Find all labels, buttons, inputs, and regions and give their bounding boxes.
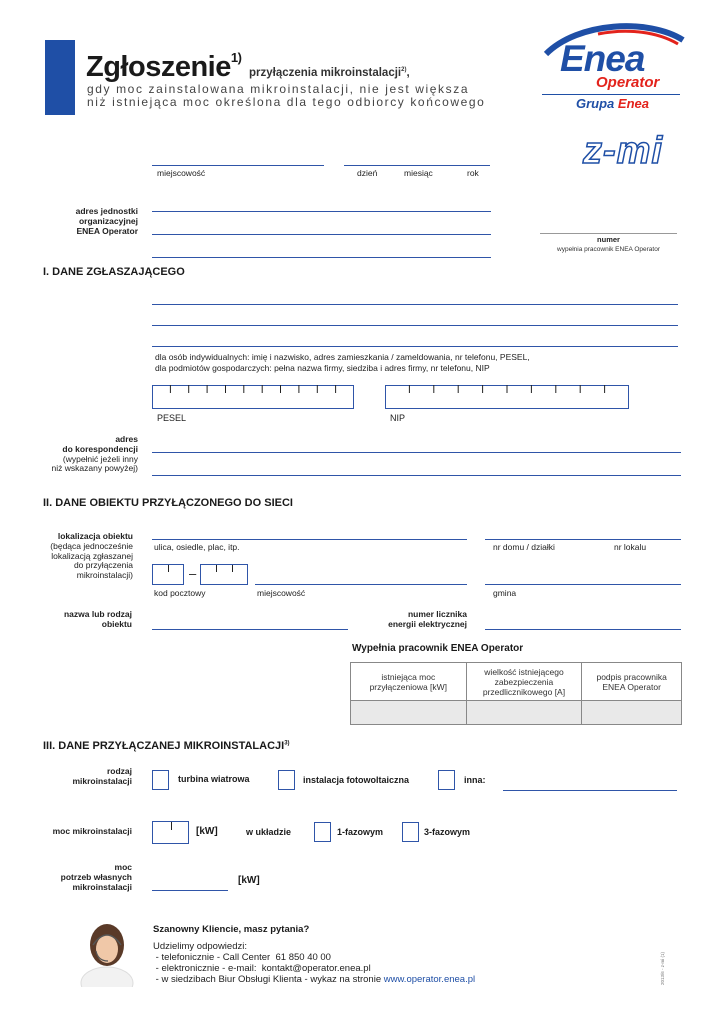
meter-number-line[interactable] — [485, 629, 681, 630]
correspondence-line-2[interactable] — [152, 475, 681, 476]
month-label: miesiąc — [404, 168, 433, 178]
one-phase-label: 1-fazowym — [337, 827, 384, 837]
phase-system-label: w układzie — [246, 827, 292, 837]
employee-col-fuse: wielkość istniejącego zabezpieczenia przedlicznikowego [A] — [466, 663, 582, 701]
applicant-hint-1: dla osób indywidualnych: imię i nazwisko, adres zamieszkania / zameldowania, nr telefonu, PESEL, — [155, 352, 530, 362]
logo-brand: Enea — [560, 38, 645, 79]
employee-cell-power[interactable] — [351, 701, 467, 725]
footer-phone: - telefonicznie - Call Center 61 850 40 00 — [153, 952, 331, 963]
consultant-avatar — [78, 915, 136, 987]
pesel-label: PESEL — [157, 413, 187, 423]
pesel-input[interactable] — [152, 385, 354, 409]
employee-table — [350, 662, 682, 725]
pv-checkbox[interactable] — [278, 770, 295, 790]
city-line[interactable] — [255, 584, 467, 585]
logo-separator — [542, 94, 680, 95]
location-label: lokalizacja obiektu (będąca jednocześnie lokalizacją zgłaszanej do przyłączenia mikroinstalacji) — [50, 531, 133, 581]
footer-question: Szanowny Kliencie, masz pytania? — [153, 924, 310, 935]
nip-label: NIP — [390, 413, 406, 423]
own-needs-unit: [kW] — [238, 875, 260, 886]
page-subtitle: przyłączenia mikroinstalacji$^{2)}$, — [248, 67, 410, 79]
date-line[interactable] — [344, 165, 490, 166]
pesel-cell-dividers — [152, 385, 354, 409]
postal-code-part-2[interactable] — [200, 564, 248, 585]
postal-code-label: kod pocztowy — [154, 588, 206, 598]
own-needs-line[interactable] — [152, 890, 228, 891]
street-line[interactable] — [152, 539, 467, 540]
section-3-title: III. DANE PRZYŁĄCZANEJ MIKROINSTALACJI$^{3)}$ — [43, 740, 290, 752]
year-label: rok — [467, 168, 479, 178]
one-phase-checkbox[interactable] — [314, 822, 331, 842]
installation-type-label: rodzaj mikroinstalacji — [72, 766, 132, 786]
footer-email: - elektronicznie - e-mail: kontakt@operator.enea.pl — [153, 963, 371, 974]
page-title: Zgłoszenie$^{1)}$ przyłączenia mikroinstalacji$^{2)}$, — [86, 50, 410, 83]
applicant-line-1[interactable] — [152, 304, 678, 305]
postal-dash: – — [189, 566, 197, 581]
applicant-hint-2: dla podmiotów gospodarczych: pełna nazwa firmy, siedziba i adres firmy, nr telefonu, NIP — [155, 363, 490, 373]
object-name-line[interactable] — [152, 629, 348, 630]
logo-group: Grupa Enea — [576, 96, 649, 111]
number-line[interactable] — [540, 233, 677, 234]
section-2-title: II. DANE OBIEKTU PRZYŁĄCZONEGO DO SIECI — [43, 497, 293, 509]
turbine-checkbox[interactable] — [152, 770, 169, 790]
correspondence-label: adres do korespondencji (wypełnić jeżeli inny niż wskazany powyżej) — [51, 434, 138, 474]
employee-col-signature: podpis pracownika ENEA Operator — [582, 663, 682, 701]
postal-code-part-1[interactable] — [152, 564, 184, 585]
header-accent-bar — [45, 40, 75, 115]
other-checkbox[interactable] — [438, 770, 455, 790]
header-line-2: niż istniejąca moc określona dla tego odbiorcy końcowego — [87, 95, 486, 109]
unit-address-label: adres jednostki organizacyjnej ENEA Operator — [75, 206, 138, 236]
nip-cell-dividers — [385, 385, 629, 409]
house-number-label: nr domu / działki — [493, 542, 555, 552]
meter-number-label: numer licznika energii elektrycznej — [388, 609, 467, 629]
unit-address-line-3[interactable] — [152, 257, 491, 258]
enea-logo — [538, 20, 688, 115]
footer-office: - w siedzibach Biur Obsługi Klienta - wykaz na stronie www.operator.enea.pl — [153, 974, 476, 985]
three-phase-checkbox[interactable] — [402, 822, 419, 842]
power-label: moc mikroinstalacji — [52, 826, 132, 836]
employee-cell-signature[interactable] — [582, 701, 682, 725]
footer-answers: Udzielimy odpowiedzi: — [153, 941, 247, 952]
form-code: z-mi — [583, 130, 663, 172]
power-unit: [kW] — [196, 826, 218, 837]
gmina-label: gmina — [493, 588, 517, 598]
pv-label: instalacja fotowoltaiczna — [303, 775, 410, 785]
section-1-title: I. DANE ZGŁASZAJĄCEGO — [43, 266, 185, 278]
logo-operator: Operator — [596, 74, 660, 91]
three-phase-label: 3-fazowym — [424, 827, 471, 837]
day-label: dzień — [357, 168, 378, 178]
turbine-label: turbina wiatrowa — [178, 774, 250, 784]
own-needs-label: moc potrzeb własnych mikroinstalacji — [60, 862, 132, 892]
place-line[interactable] — [152, 165, 324, 166]
employee-cell-fuse[interactable] — [466, 701, 582, 725]
unit-address-line-1[interactable] — [152, 211, 491, 212]
place-label: miejscowość — [157, 168, 206, 178]
employee-col-power: istniejąca moc przyłączeniowa [kW] — [351, 663, 467, 701]
street-label: ulica, osiedle, plac, itp. — [154, 542, 240, 552]
city-label: miejscowość — [257, 588, 306, 598]
applicant-line-3[interactable] — [152, 346, 678, 347]
power-input[interactable] — [152, 821, 189, 844]
house-number-line[interactable] — [485, 539, 681, 540]
gmina-line[interactable] — [485, 584, 681, 585]
correspondence-line-1[interactable] — [152, 452, 681, 453]
employee-section-title: Wypełnia pracownik ENEA Operator — [352, 643, 524, 654]
side-form-code: 2013/6 - z-mi (1) — [660, 951, 665, 985]
other-type-line[interactable] — [503, 790, 677, 791]
number-label: numer — [597, 235, 620, 244]
unit-address-line-2[interactable] — [152, 234, 491, 235]
nip-input[interactable] — [385, 385, 629, 409]
object-name-label: nazwa lub rodzaj obiektu — [63, 609, 132, 629]
applicant-line-2[interactable] — [152, 325, 678, 326]
consultant-headset-icon — [78, 915, 136, 987]
number-note: wypełnia pracownik ENEA Operator — [557, 246, 660, 253]
website-link[interactable]: www.operator.enea.pl — [383, 974, 476, 985]
header-line-1: gdy moc zainstalowana mikroinstalacji, nie jest większa — [87, 82, 470, 96]
flat-number-label: nr lokalu — [614, 542, 647, 552]
other-label: inna: — [464, 775, 486, 785]
